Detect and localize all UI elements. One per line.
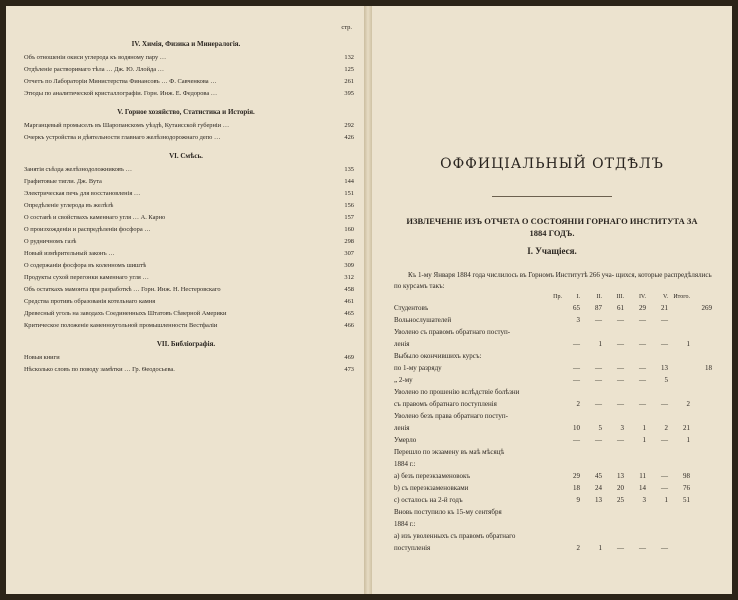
cell-value: 13: [595, 496, 602, 504]
row-label: а) безъ переэкзаменовокъ: [394, 472, 471, 480]
column-header: II.: [596, 294, 602, 300]
cell-value: 98: [683, 472, 690, 480]
cell-value: 11: [639, 472, 646, 480]
toc-page-number: 461: [344, 298, 354, 305]
cell-value: 45: [595, 472, 602, 480]
toc-entry: Средства противъ образованія котельнаго камня: [24, 298, 156, 305]
row-label: Студентовъ: [394, 304, 429, 312]
toc-page-number: 135: [344, 166, 354, 173]
toc-page-number: 426: [344, 134, 354, 141]
bracket-total: 18: [705, 364, 712, 372]
cell-value: —: [617, 316, 624, 324]
cell-value: 29: [639, 304, 646, 312]
toc-page-number: 132: [344, 54, 354, 61]
cell-value: 1: [686, 340, 690, 348]
column-header: III.: [616, 294, 624, 300]
cell-value: 9: [576, 496, 580, 504]
left-page: [6, 6, 366, 594]
report-title-line-1: ИЗВЛЕЧЕНІЕ ИЗЪ ОТЧЕТА О СОСТОЯНІИ ГОРНАГО ИНСТИТУТА ЗА: [406, 216, 698, 226]
row-label: Уволено безъ права обратнаго поступ-: [394, 412, 508, 420]
cell-value: —: [617, 376, 624, 384]
cell-value: —: [573, 376, 580, 384]
toc-entry: Марганцевый промыселъ въ Шаропанскомъ уѣздѣ, Кутаисской губерніи …: [24, 122, 230, 129]
cell-value: 65: [573, 304, 580, 312]
cell-value: 1: [664, 496, 668, 504]
toc-page-number: 395: [344, 90, 354, 97]
cell-value: —: [595, 400, 602, 408]
section-title: IV. Химія, Физика и Минералогія.: [131, 40, 241, 48]
toc-entry: Объ остаткахъ мамонта при разработкѣ … Горн. Инж. Н. Нестеровскаго: [24, 286, 221, 293]
toc-page-number: 469: [344, 354, 354, 361]
cell-value: 25: [617, 496, 624, 504]
section-title: VI. Смѣсь.: [169, 152, 203, 160]
toc-page-number: 125: [344, 66, 354, 73]
toc-entry: Новыя книги: [24, 354, 60, 361]
row-label: Умерло: [394, 436, 417, 444]
cell-value: —: [639, 376, 646, 384]
cell-value: —: [617, 364, 624, 372]
row-label: b) съ переэкзаменовками: [394, 484, 469, 492]
toc-entry: Занятія съѣзда желѣзнодоложниковъ …: [24, 166, 132, 173]
column-header: Итого.: [673, 294, 690, 300]
section-title: V. Горное хозяйство, Статистика и Исторія.: [117, 108, 255, 116]
toc-page-number: 458: [344, 286, 354, 293]
toc-page-number: 292: [344, 122, 354, 129]
intro-paragraph: Къ 1-му Января 1884 года числилось въ Горномъ Институтѣ 266 уча- щихся, которые распредѣлялись по курсамъ такъ:: [394, 271, 712, 290]
toc-page-number: 465: [344, 310, 354, 317]
report-title-line-2: 1884 ГОДЪ.: [529, 228, 575, 238]
official-section-title: ОФФИЦІАЛЬНЫЙ ОТДѢЛЪ: [440, 156, 664, 172]
toc-page-number: 312: [344, 274, 354, 281]
toc-entry: Отчетъ по Лабораторіи Министерства Финансовъ … Ф. Савченкова …: [24, 78, 217, 85]
cell-value: 1: [598, 340, 602, 348]
cell-value: 10: [573, 424, 580, 432]
row-label: Выбыло окончившихъ курсъ:: [394, 352, 482, 360]
toc-page-number: 261: [344, 78, 354, 85]
column-header: I.: [576, 294, 580, 300]
cell-value: 21: [661, 304, 668, 312]
cell-value: 1: [642, 436, 646, 444]
toc-entry: Очеркъ устройства и дѣятельности главнаго желѣзнодорожнаго депо …: [24, 134, 221, 141]
cell-value: —: [595, 364, 602, 372]
cell-value: —: [639, 544, 646, 552]
row-label: ленія: [394, 340, 410, 348]
cell-value: 76: [683, 484, 690, 492]
cell-value: 20: [617, 484, 624, 492]
row-label: Перешло по экзамену въ маѣ мѣсяцѣ: [394, 448, 505, 456]
toc-entry: Этюды по аналитической кристаллографіи. Горн. Инж. Е. Федорова …: [24, 90, 218, 97]
toc-entry: О произхожденіи и распредѣленіи фосфора …: [24, 226, 151, 233]
title-rule: [492, 196, 612, 197]
toc-page-number: 144: [344, 178, 354, 185]
row-label: 1884 г.:: [394, 520, 416, 528]
cell-value: 21: [683, 424, 690, 432]
cell-value: 1: [598, 544, 602, 552]
toc-page-number: 160: [344, 226, 354, 233]
cell-value: 51: [683, 496, 690, 504]
cell-value: —: [595, 376, 602, 384]
toc-entry: Электрическая печь для восстановленія …: [24, 190, 141, 197]
cell-value: —: [661, 472, 668, 480]
row-label: Вольнослушателей: [394, 316, 452, 324]
cell-value: —: [617, 436, 624, 444]
row-label: Уволено по прошенію вслѣдствіе болѣзни: [394, 388, 520, 396]
toc-page-number: 151: [344, 190, 354, 197]
row-label: по 1-му разряду: [394, 364, 442, 372]
row-label: Уволено съ правомъ обратнаго поступ-: [394, 328, 511, 336]
cell-value: 1: [642, 424, 646, 432]
cell-value: 29: [573, 472, 580, 480]
cell-value: 61: [617, 304, 624, 312]
cell-value: —: [573, 436, 580, 444]
toc-page-number: 298: [344, 238, 354, 245]
right-page: [372, 6, 732, 594]
cell-value: 2: [576, 400, 580, 408]
cell-value: 5: [598, 424, 602, 432]
toc-entry: Нѣсколько словъ по поводу замѣтки … Гр. Ѳеодосьева.: [24, 366, 175, 373]
row-label: ленія: [394, 424, 410, 432]
row-label: 1884 г.:: [394, 460, 416, 468]
toc-entry: Продукты сухой перегонки каменнаго угля …: [24, 274, 149, 281]
cell-value: 5: [664, 376, 668, 384]
row-label: „ 2-му: [394, 376, 413, 384]
column-header: IV.: [638, 294, 646, 300]
cell-value: 1: [686, 436, 690, 444]
toc-entry: О содержаніи фосфора въ коленномъ шиштѣ: [24, 262, 147, 269]
cell-value: —: [661, 316, 668, 324]
cell-value: 2: [686, 400, 690, 408]
toc-entry: Объ отношеніи окиси углерода къ водяному пару …: [24, 54, 167, 61]
cell-value: —: [639, 364, 646, 372]
cell-value: 13: [661, 364, 668, 372]
cell-value: 3: [642, 496, 646, 504]
cell-value: 24: [595, 484, 602, 492]
cell-value: —: [661, 400, 668, 408]
row-label: съ правомъ обратнаго поступленія: [394, 400, 497, 408]
column-header: Пр.: [553, 294, 562, 300]
toc-page-number: 466: [344, 322, 354, 329]
cell-value: —: [595, 436, 602, 444]
cell-value: —: [661, 544, 668, 552]
toc-entry: Отдѣленіе растворимаго тѣла … Дж. Ю. Ллойда …: [24, 66, 165, 73]
toc-page-number: 156: [344, 202, 354, 209]
cell-value: 87: [595, 304, 602, 312]
cell-value: —: [595, 316, 602, 324]
subheading: I. Учащіеся.: [527, 246, 577, 256]
cell-value: —: [617, 340, 624, 348]
row-label: Вновь поступило къ 15-му сентября: [394, 508, 502, 516]
toc-page-number: 157: [344, 214, 354, 221]
cell-value: —: [639, 340, 646, 348]
toc-entry: Графитовые тигли. Дж. Вута: [24, 178, 102, 185]
cell-value: —: [661, 340, 668, 348]
cell-value: —: [661, 484, 668, 492]
cell-value: 14: [639, 484, 646, 492]
section-title: VII. Библіографія.: [156, 340, 216, 348]
toc-page-number: 309: [344, 262, 354, 269]
toc-entry: О составѣ и свойствахъ каменнаго угля … А. Карно: [24, 214, 166, 221]
cell-value: 2: [576, 544, 580, 552]
toc-entry: Критическое положеніе каменноугольной промышленности Вестфаліи: [24, 322, 218, 329]
row-label: а) изъ уволенныхъ съ правомъ обратнаго: [394, 532, 516, 540]
toc-entry: О рудничномъ газѣ: [24, 238, 77, 245]
cell-value: 3: [620, 424, 624, 432]
row-label: c) осталось на 2-й годъ: [394, 496, 463, 504]
column-header: V.: [662, 294, 668, 300]
cell-value: —: [573, 364, 580, 372]
toc-page-number: 307: [344, 250, 354, 257]
cell-value: —: [639, 400, 646, 408]
toc-entry: Новый измѣрительный законъ …: [24, 250, 115, 257]
cell-value: —: [661, 436, 668, 444]
cell-value: —: [573, 340, 580, 348]
toc-page-number: 473: [344, 366, 354, 373]
row-label: поступленія: [394, 544, 431, 552]
cell-value: 13: [617, 472, 624, 480]
cell-value: 2: [664, 424, 668, 432]
cell-value: —: [639, 316, 646, 324]
cell-value: 18: [573, 484, 580, 492]
bracket-total: 269: [701, 304, 712, 312]
page-label: стр.: [341, 24, 352, 31]
cell-value: —: [617, 544, 624, 552]
cell-value: —: [617, 400, 624, 408]
toc-entry: Древесный уголь на заводахъ Соединенныхъ Штатовъ Сѣверной Америки: [24, 310, 227, 317]
toc-entry: Опредѣленіе углерода въ желѣзѣ: [24, 202, 114, 209]
cell-value: 3: [576, 316, 580, 324]
